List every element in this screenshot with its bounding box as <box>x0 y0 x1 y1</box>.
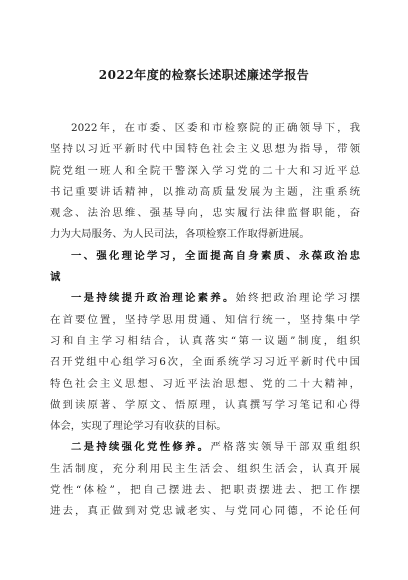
document-body <box>50 118 360 523</box>
paragraph-line <box>50 437 360 458</box>
paragraph-line: 坚持以习近平新时代中国特色社会主义思想为指导，带领 <box>50 143 360 156</box>
paragraph-line: 生活制度，充分利用民主生活会、组织生活会，认真开展 <box>50 462 360 475</box>
subheading-lead: 二是持续强化党性修养。 <box>71 441 211 454</box>
paragraph-line: 观念、法治思维、强基导向，忠实履行法律监督职能，奋 <box>50 207 360 220</box>
document-title: 2022年度的检察长述职述廉述学报告 <box>98 68 310 82</box>
paragraph-line: 体会，实现了理论学习有收获的目标。 <box>50 420 227 433</box>
paragraph-line: 2022年，在市委、区委和市检察院的正确领导下，我 <box>71 122 360 134</box>
paragraph-line: 在首要位置，坚持学思用贯通、知信行统一，坚持集中学 <box>50 313 360 326</box>
subheading-lead: 一是持续提升政治理论素养。 <box>71 292 236 305</box>
paragraph-line <box>50 288 360 309</box>
paragraph-text: 严格落实领导干部双重组织 <box>210 441 360 454</box>
paragraph-line: 做到读原著、学原文、悟原理，认真撰写学习笔记和心得 <box>50 398 360 411</box>
paragraph-line: 习和自主学习相结合，认真落实“第一议题”制度，组织 <box>50 334 360 347</box>
paragraph-line: 院党组一班人和全院干警深入学习党的二十大和习近平总 <box>50 164 360 177</box>
section-heading-continued: 诚 <box>50 271 61 284</box>
paragraph-line: 党性“体检”，把自己摆进去、把职责摆进去、把工作摆 <box>50 484 360 497</box>
paragraph-line: 特色社会主义思想、习近平法治思想、党的二十大精神， <box>50 377 360 390</box>
paragraph-line: 进去，真正做到对党忠诚老实、与党同心同德，不论任何 <box>50 505 360 518</box>
paragraph-line: 召开党组中心组学习6次，全面系统学习习近平新时代中国 <box>50 356 360 369</box>
paragraph-line: 力为大局服务、为人民司法，各项检察工作取得新进展。 <box>50 228 310 241</box>
section-heading: 一、强化理论学习，全面提高自身素质、永葆政治忠 <box>71 249 360 262</box>
paragraph-line: 书记重要讲话精神，以推动高质量发展为主题，注重系统 <box>50 185 360 198</box>
paragraph-text: 始终把政治理论学习摆 <box>235 292 360 305</box>
